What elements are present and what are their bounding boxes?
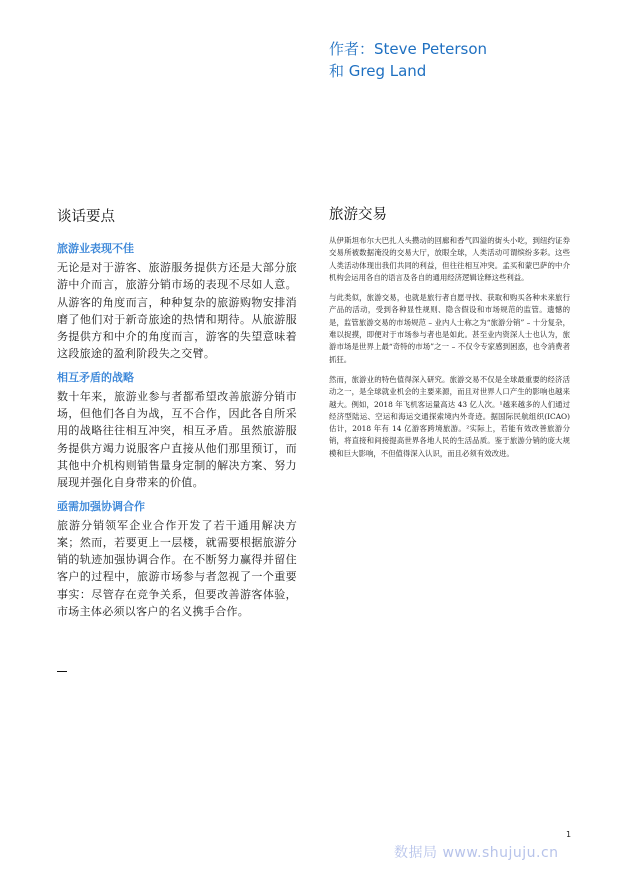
travel-transaction-column xyxy=(329,203,570,468)
authors-block xyxy=(329,38,589,82)
watermark: 数据局 www.shujuju.cn xyxy=(394,845,559,861)
section-text-conflicting-strategies: 数十年来，旅游业参与者都希望改善旅游分销市场，但他们各自为战，互不合作，因此各自所采用的战略往往相互冲突，相互矛盾。虽然旅游服务提供方竭力说服客户直接从他们那里预订，而其他中介机构则销售量身定制的解决方案、努力展现并强化自身带来的价值。 xyxy=(57,389,297,490)
section-title-coordination: 亟需加强协调合作 xyxy=(57,499,145,513)
author-line-1: 作者：Steve Peterson xyxy=(329,40,488,58)
section-title-underperformance: 旅游业表现不佳 xyxy=(57,242,134,255)
key-points-heading: 谈话要点 xyxy=(57,209,115,225)
author-line-2: 和 Greg Land xyxy=(329,62,427,80)
section-text-underperformance: 无论是对于游客、旅游服务提供方还是大部分旅游中介而言，旅游分销市场的表现不尽如人意。从游客的角度而言，种种复杂的旅游购物安排消磨了他们对于新奇旅途的热情和期待。从旅游服务提供方和中介的角度而言，游客的失望意味着这段旅途的盈利阶段失之交臂。 xyxy=(57,261,297,361)
travel-transaction-heading: 旅游交易 xyxy=(329,207,387,223)
end-dash-divider xyxy=(57,671,67,672)
page-number: 1 xyxy=(566,830,572,839)
section-text-coordination: 旅游分销领军企业合作开发了若干通用解决方案；然而，若要更上一层楼，就需要根据旅游分销的轨迹加强协调合作。在不断努力赢得并留住客户的过程中，旅游市场参与者忽视了一个重要事实：尽管存在竞争关系，但要改善游客体验，市场主体必须以客户的名义携手合作。 xyxy=(57,518,297,619)
paragraph-3: 然而，旅游业的特色值得深入研究。旅游交易不仅是全球最重要的经济活动之一，是全球就业机会的主要来源，而且对世界人口产生的影响也越来越大。例如，2018 年飞机客运量高达 43 亿人次。¹越来越多的人们通过经济型陆运、空运和海运交通探索境内外奇迹。据国际民航组织(ICAO) 估计，2018 年有 14 亿游客跨境旅游。²实际上，若能有效改善旅游分销，将直接和间接提高世界各地人民的生活品质。鉴于旅游分销的庞大规模和巨大影响，不但值得深入认识，而且必须有效改进。 xyxy=(329,374,570,458)
paragraph-2: 与此类似，旅游交易，也就是旅行者自愿寻找、获取和购买各种未来旅行产品的活动，受到各种显性规则、隐含假设和市场规范的监管。遗憾的是，监管旅游交易的市场规范 – 业内人士称之为“旅游分销” – 十分复杂，难以捉摸，即便对于市场参与者也是如此。甚至业内资深人士也认为，旅游市场是世界上最“奇特的市场”之一 – 不仅令专家感到困惑，也令消费者抓狂。 xyxy=(329,293,570,364)
key-points-column xyxy=(57,205,297,628)
section-title-conflicting-strategies: 相互矛盾的战略 xyxy=(57,370,134,384)
paragraph-1: 从伊斯坦布尔大巴扎人头攒动的回廊和香气四溢的街头小吃，到纽约证券交易所被数据淹没的交易大厅，放眼全球，人类活动可谓缤纷多彩。这些人类活动体现出我们共同的利益，但往往相互冲突。孟买和蒙巴萨的中介机构会运用各自的语言及各自的通用经济逻辑诠释这些利益。 xyxy=(329,236,570,282)
